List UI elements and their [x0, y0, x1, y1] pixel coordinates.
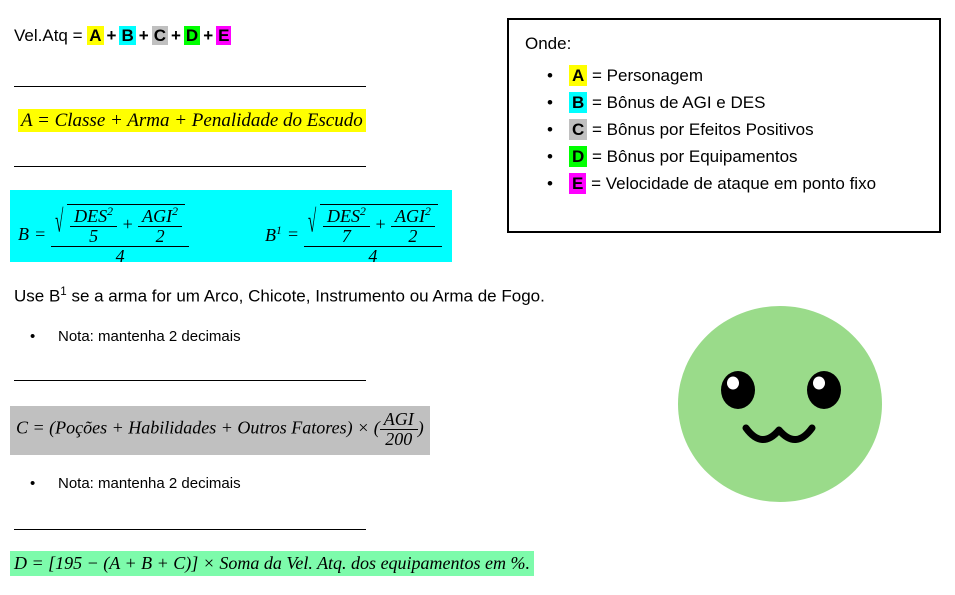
term-a-label: A — [89, 26, 102, 45]
legend-desc-e: = Velocidade de ataque em ponto fixo — [586, 174, 877, 193]
equation-b1-outer-den: 4 — [304, 246, 442, 266]
equation-b1-des-den: 7 — [323, 226, 370, 246]
equation-b-des-num — [70, 206, 117, 226]
plus-1: + — [106, 26, 117, 45]
plus-4: + — [203, 26, 214, 45]
equation-b1-agi-text: AGI — [395, 206, 425, 226]
legend-item-b — [569, 89, 876, 116]
equation-c-lhs: C — [16, 417, 29, 438]
note-2: • Nota: mantenha 2 decimais — [58, 475, 241, 492]
equation-b-left — [18, 204, 189, 266]
equation-b-agi-den: 2 — [138, 226, 182, 246]
legend-desc-d: = Bônus por Equipamentos — [587, 147, 798, 166]
legend-item-a — [569, 62, 876, 89]
legend-desc-c: = Bônus por Efeitos Positivos — [587, 120, 814, 139]
equation-b1-outer-fraction — [304, 204, 442, 266]
use-b1-after: se a arma for um Arco, Chicote, Instrumento ou Arma de Fogo. — [66, 286, 545, 306]
equation-b1-des-num — [323, 206, 370, 226]
top-formula-prefix: Vel.Atq = — [14, 26, 88, 45]
equation-b-des-exp: 2 — [107, 205, 113, 218]
equation-c-frac-den: 200 — [380, 429, 418, 449]
equation-c-paren-close: ) — [417, 417, 424, 438]
legend-key-d: D — [569, 146, 587, 167]
equation-b1-sqrt — [308, 204, 438, 246]
term-d-label: D — [185, 26, 199, 45]
equation-b-block — [10, 190, 452, 266]
equation-b1-right — [265, 204, 442, 266]
equation-b-lhs: B — [18, 224, 29, 245]
equation-c-paren-open: ( — [373, 417, 380, 438]
equation-b1-des-text: DES — [327, 206, 360, 226]
term-b-label: B — [121, 26, 134, 45]
plus-2: + — [138, 26, 149, 45]
equation-c-fraction — [380, 410, 418, 449]
equation-c-frac-num: AGI — [383, 409, 414, 429]
term-c-label: C — [153, 26, 166, 45]
legend-desc-a: = Personagem — [587, 66, 704, 85]
divider-1 — [14, 86, 366, 87]
legend-item-e — [569, 170, 876, 197]
equation-b1-lhs-text: B — [265, 224, 276, 245]
equation-a-text: A = Classe + Arma + Penalidade do Escudo — [18, 109, 366, 132]
equation-b1-numerator — [304, 204, 442, 246]
equation-b-eq: = — [34, 224, 47, 245]
legend-item-d — [569, 143, 876, 170]
equation-c-body: (Poções + Habilidades + Outros Fatores) — [49, 417, 353, 438]
divider-3 — [14, 380, 366, 381]
equation-b1-agi-num — [391, 206, 435, 226]
divider-2 — [14, 166, 366, 167]
equation-c-eq: = — [32, 417, 45, 438]
equation-b-agi-num — [138, 206, 182, 226]
equation-b1-radicand — [320, 204, 438, 246]
equation-b1-lhs-exp: 1 — [276, 223, 282, 237]
equation-b1-des-exp: 2 — [360, 205, 366, 218]
equation-b-frac-des — [70, 206, 117, 246]
equation-b-outer-den: 4 — [51, 246, 189, 266]
legend-key-c: C — [569, 119, 587, 140]
use-b1-before: Use B — [14, 286, 61, 306]
use-b1-sup: 1 — [60, 286, 67, 298]
equation-c — [10, 406, 430, 455]
top-formula-line — [14, 26, 231, 46]
equation-b-frac-agi — [138, 206, 182, 246]
legend-key-e: E — [569, 173, 586, 194]
equation-b1-agi-exp: 2 — [425, 205, 431, 218]
equation-b1-agi-den: 2 — [391, 226, 435, 246]
equation-a — [18, 110, 366, 132]
green-smiley-face-icon — [676, 304, 884, 504]
equation-b-agi-text: AGI — [142, 206, 173, 226]
equation-b1-eq: = — [286, 224, 299, 245]
equation-b-sqrt — [55, 204, 185, 246]
legend-item-c — [569, 116, 876, 143]
equation-d: D = [195 − (A + B + C)] × Soma da Vel. Atq. dos equipamentos em %. — [10, 551, 534, 576]
equation-b-plus: + — [121, 214, 134, 235]
equation-b-agi-exp: 2 — [172, 205, 178, 218]
term-e-label: E — [218, 26, 230, 45]
equation-b-numerator — [51, 204, 189, 246]
use-b1-line — [14, 286, 545, 307]
equation-b1-lhs — [265, 224, 282, 246]
equation-c-times: × — [357, 417, 370, 438]
equation-b-des-den: 5 — [70, 226, 117, 246]
equation-b-des-text: DES — [74, 206, 108, 226]
legend-box — [507, 18, 941, 233]
equation-b1-frac-agi — [391, 206, 435, 246]
equation-b-outer-fraction — [51, 204, 189, 266]
plus-3: + — [170, 26, 181, 45]
equation-b-radicand — [67, 204, 185, 246]
note-1: • Nota: mantenha 2 decimais — [58, 328, 241, 345]
legend-key-b: B — [569, 92, 587, 113]
divider-4 — [14, 529, 366, 530]
legend-title: Onde: — [525, 34, 572, 53]
legend-key-a: A — [569, 65, 587, 86]
legend-list — [547, 62, 876, 197]
legend-desc-b: = Bônus de AGI e DES — [587, 93, 766, 112]
equation-b1-plus: + — [374, 214, 387, 235]
equation-b1-frac-des — [323, 206, 370, 246]
